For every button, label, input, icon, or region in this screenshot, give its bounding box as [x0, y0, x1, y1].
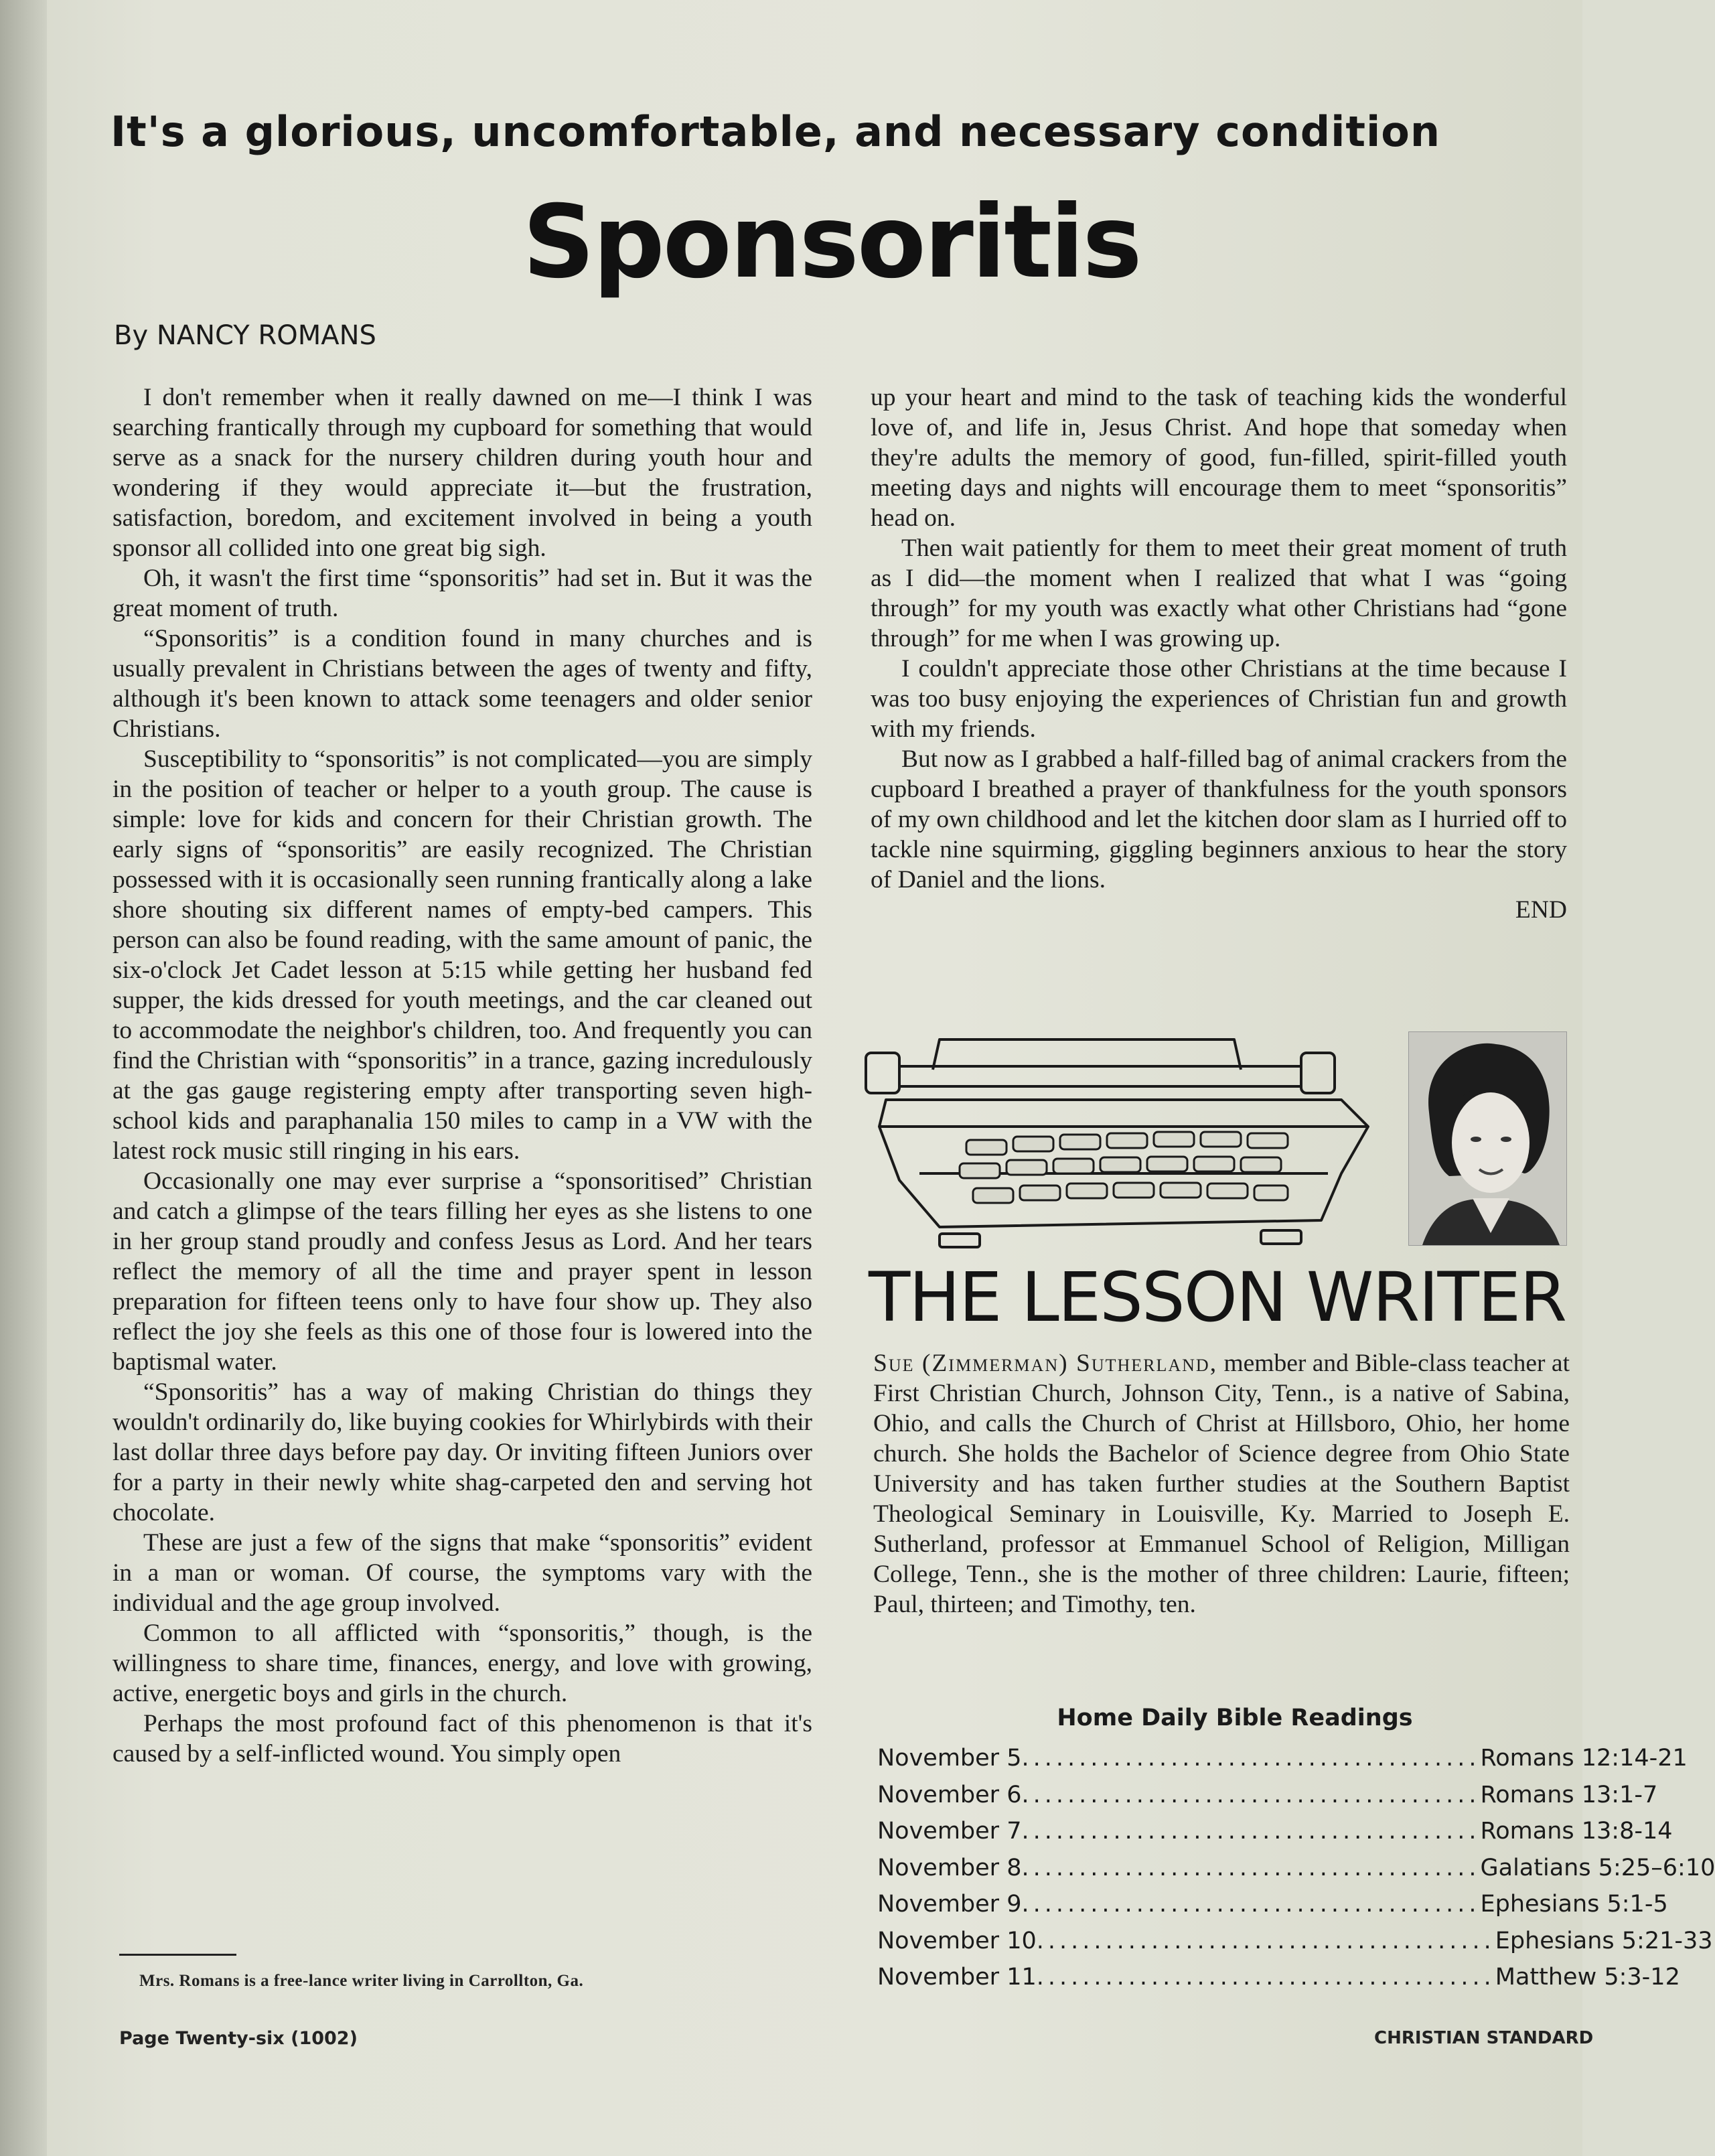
- reading-row: [877, 1854, 1715, 1891]
- reading-date: November 9: [877, 1891, 1022, 1918]
- article-right-column: [871, 382, 1567, 925]
- leader-dots: ........................................: [1021, 1781, 1481, 1808]
- reading-reference: Romans 12:14-21: [1480, 1745, 1688, 1772]
- leader-dots: ........................................: [1021, 1745, 1481, 1772]
- article-paragraph: I don't remember when it really dawned on me—I think I was searching frantically through my cupboard for something that would serve as a snack for the nursery children during youth hour and wondering if they would appreciate it—but the frustration, satisfaction, boredom, and excitement involved in being a youth sponsor all collided into one great big sigh.: [113, 384, 812, 562]
- reading-row: [877, 1927, 1713, 1964]
- reading-date: November 8: [877, 1854, 1022, 1881]
- author-portrait-photo: [1408, 1031, 1567, 1246]
- leader-dots: ........................................: [1021, 1891, 1481, 1918]
- reading-row: [877, 1781, 1658, 1818]
- article-paragraph: Oh, it wasn't the first time “sponsoritis” had set in. But it was the great moment of truth.: [113, 565, 812, 622]
- reading-date: November 5: [877, 1745, 1022, 1772]
- article-title: Sponsoritis: [522, 184, 1140, 301]
- reading-row: [877, 1964, 1680, 2001]
- article-paragraph: I couldn't appreciate those other Christians at the time because I was too busy enjoying the experiences of Christian fun and growth with my friends.: [871, 655, 1567, 743]
- end-mark: END: [1515, 896, 1567, 924]
- article-paragraph: Then wait patiently for them to meet their great moment of truth as I did—the moment when I realized that what I was “going through” for my youth was exactly what other Christians had “gone through” for me when I was growing up.: [871, 534, 1567, 652]
- reading-row: [877, 1818, 1673, 1855]
- article-paragraph: But now as I grabbed a half-filled bag of animal crackers from the cupboard I breathed a prayer of thankfulness for the youth sponsors of my own childhood and let the kitchen door slam as I hurried off to tackle nine squirming, giggling beginners anxious to hear the story of Daniel and the lions.: [871, 745, 1567, 893]
- reading-reference: Romans 13:8-14: [1480, 1818, 1673, 1845]
- leader-dots: ........................................: [1021, 1854, 1481, 1881]
- reading-reference: Ephesians 5:1-5: [1480, 1891, 1668, 1918]
- reading-row: [877, 1891, 1668, 1928]
- reading-row: [877, 1745, 1688, 1782]
- reading-date: November 6: [877, 1781, 1022, 1808]
- reading-date: November 11: [877, 1964, 1037, 1991]
- reading-date: November 7: [877, 1818, 1022, 1845]
- lesson-writer-bio: [873, 1348, 1570, 1620]
- readings-list: [877, 1745, 1715, 2001]
- author-footnote: Mrs. Romans is a free-lance writer living in Carrollton, Ga.: [139, 1972, 584, 1990]
- article-paragraph: Perhaps the most profound fact of this phenomenon is that it's caused by a self-inflicted wound. You simply open: [113, 1710, 812, 1768]
- typewriter-illustration: [859, 1039, 1388, 1261]
- reading-reference: Romans 13:1-7: [1480, 1781, 1658, 1808]
- reading-reference: Ephesians 5:21-33: [1495, 1927, 1713, 1954]
- article-kicker: It's a glorious, uncomfortable, and necessary condition: [110, 107, 1440, 156]
- bio-text: member and Bible-class teacher at First Christian Church, Johnson City, Tenn., is a native of Sabina, Ohio, and calls the Church of Christ at Hillsboro, Ohio, her home church. She holds the Bachelor of Science degree from Ohio State University and has taken further studies at the Southern Baptist Theological Seminary in Louisville, Ky. Married to Joseph E. Sutherland, professor at Emmanuel School of Religion, Milligan College, Tenn., she is the mother of three children: Laurie, fifteen; Paul, thirteen; and Timothy, ten.: [873, 1350, 1570, 1618]
- bio-name: Sue (Zimmerman) Sutherland,: [873, 1350, 1218, 1377]
- article-left-column: [113, 382, 812, 1769]
- article-byline: By NANCY ROMANS: [114, 320, 376, 351]
- reading-date: November 10: [877, 1927, 1037, 1954]
- article-paragraph: “Sponsoritis” has a way of making Christian do things they wouldn't ordinarily do, like buying cookies for Whirlybirds with their last dollar three days before pay day. Or inviting fifteen Juniors over for a party in their newly white shag-carpeted den and serving hot chocolate.: [113, 1378, 812, 1526]
- reading-reference: Matthew 5:3-12: [1495, 1964, 1680, 1991]
- lesson-writer-heading: THE LESSON WRITER: [869, 1258, 1566, 1338]
- article-paragraph: These are just a few of the signs that make “sponsoritis” evident in a man or woman. Of course, the symptoms vary with the individual and the age group involved.: [113, 1529, 812, 1617]
- page-gutter-shadow: [0, 0, 47, 2156]
- article-paragraph: “Sponsoritis” is a condition found in many churches and is usually prevalent in Christians between the ages of twenty and fifty, although it's been known to attack some teenagers and older senior Christians.: [113, 625, 812, 743]
- leader-dots: ........................................: [1036, 1927, 1495, 1954]
- article-paragraph: up your heart and mind to the task of teaching kids the wonderful love of, and life in, Jesus Christ. And hope that someday when they're adults the memory of good, fun-filled, spirit-filled youth meeting days and nights will encourage them to meet “sponsoritis” head on.: [871, 384, 1567, 532]
- leader-dots: ........................................: [1021, 1818, 1481, 1845]
- article-paragraph: Common to all afflicted with “sponsoritis,” though, is the willingness to share time, finances, energy, and love with growing, active, energetic boys and girls in the church.: [113, 1620, 812, 1707]
- readings-title: Home Daily Bible Readings: [1057, 1705, 1413, 1731]
- article-paragraph: Occasionally one may ever surprise a “sponsoritised” Christian and catch a glimpse of the tears filling her eyes as she listens to one in her group stand proudly and confess Jesus as Lord. And her tears reflect the memory of all the time and prayer spent in lesson preparation for fifteen teens only to have four show up. They also reflect the joy she feels as this one of those four is lowered into the baptismal water.: [113, 1167, 812, 1376]
- leader-dots: ........................................: [1036, 1964, 1495, 1991]
- publication-name: CHRISTIAN STANDARD: [1374, 2028, 1594, 2048]
- article-paragraph: Susceptibility to “sponsoritis” is not complicated—you are simply in the position of teacher or helper to a youth group. The cause is simple: love for kids and concern for their Christian growth. The early signs of “sponsoritis” are easily recognized. The Christian possessed with it is occasionally seen running frantically along a lake shore shouting six different names of empty-bed campers. This person can also be found reading, with the same amount of panic, the six-o'clock Jet Cadet lesson at 5:15 while getting her husband fed supper, the kids dressed for youth meetings, and the car cleaned out to accommodate the neighbor's children, too. And frequently you can find the Christian with “sponsoritis” in a trance, gazing incredulously at the gas gauge registering empty after transporting seven high-school kids and paraphanalia 150 miles to camp in a VW with the latest rock music still ringing in his ears.: [113, 745, 812, 1165]
- reading-reference: Galatians 5:25–6:10: [1480, 1854, 1715, 1881]
- page-folio: Page Twenty-six (1002): [119, 2028, 358, 2049]
- footnote-rule: [119, 1954, 236, 1956]
